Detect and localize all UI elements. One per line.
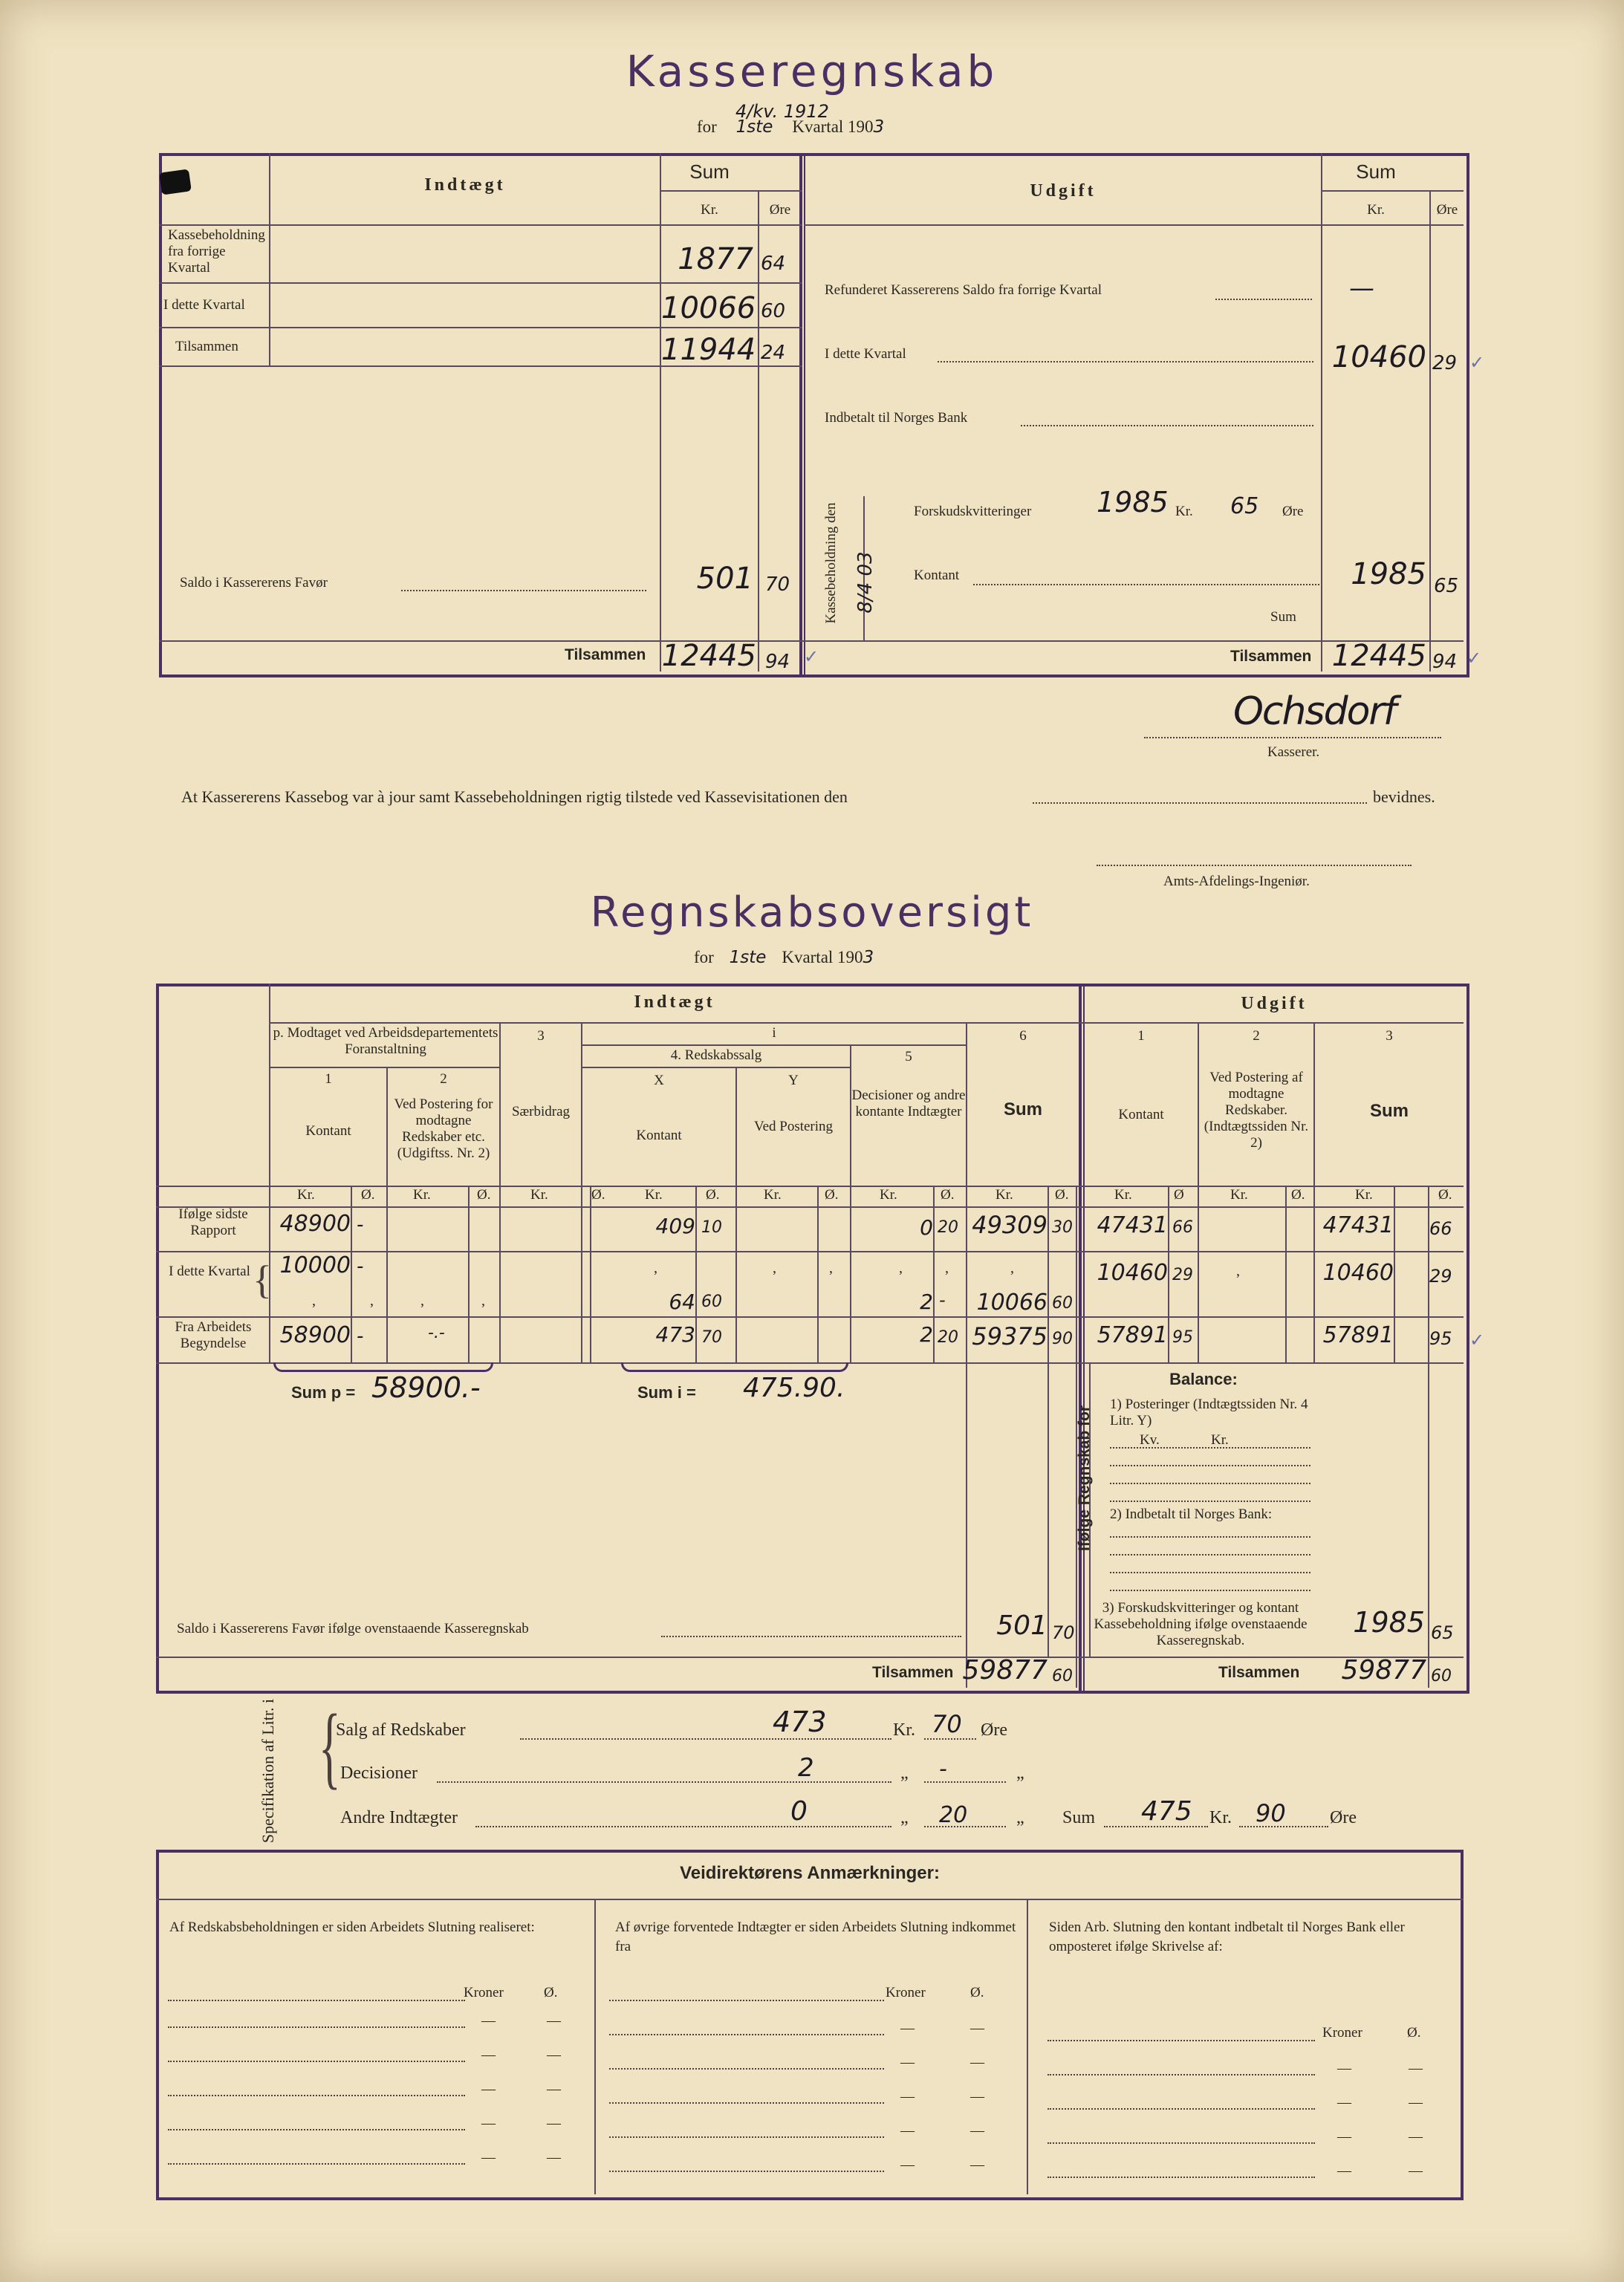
anm-line xyxy=(1048,2108,1315,2110)
oversigt-saldo-label: Saldo i Kassererens Favør ifølge ovenstaaende Kasseregnskab xyxy=(177,1621,529,1636)
kasse-kr-right: Kr. xyxy=(1367,202,1385,218)
r0-u3: 47431 xyxy=(1322,1212,1394,1238)
r2-c1: , xyxy=(312,1293,316,1309)
dash: — xyxy=(970,2123,984,2139)
dash: — xyxy=(547,2081,561,2097)
checkmark: ✓ xyxy=(1469,352,1485,373)
spec-ore-unit-1: „ xyxy=(1016,1763,1024,1783)
r0-c5: 0 xyxy=(920,1215,933,1240)
o-h: Ø xyxy=(1174,1187,1184,1203)
period-mid: Kvartal 190 xyxy=(792,117,874,136)
r1-u3: 10460 xyxy=(1322,1260,1394,1286)
r3-c5: 2 xyxy=(920,1322,933,1347)
kasserer-label: Kasserer. xyxy=(1267,744,1320,760)
spec-label-2: Andre Indtægter xyxy=(340,1808,458,1827)
kr-h: Kr. xyxy=(645,1187,663,1203)
col-num-u2: 2 xyxy=(1253,1028,1260,1044)
kasse-udgift-header: Udgift xyxy=(1030,181,1097,201)
row-label-2: Fra Arbeidets Begyndelse xyxy=(175,1319,252,1351)
kasse-row-label-0: Kassebeholdning fra forrige Kvartal xyxy=(168,227,265,276)
sum-i-value: 475.90. xyxy=(743,1373,845,1403)
r2-c5o: - xyxy=(939,1290,946,1310)
dash: — xyxy=(481,2047,496,2063)
r0-u3o: 66 xyxy=(1429,1218,1452,1239)
spec-sum-ore: 90 xyxy=(1256,1799,1286,1827)
sum-i-label: Sum i = xyxy=(637,1383,696,1402)
r3-u3o: 95 xyxy=(1429,1328,1452,1349)
oversigt-indtaegt: Indtægt xyxy=(634,992,715,1012)
col-num-6: 6 xyxy=(1019,1028,1027,1044)
o-h: Ø. xyxy=(1055,1187,1069,1203)
dash: — xyxy=(1409,2163,1423,2179)
dotted-line xyxy=(1110,1465,1310,1466)
anm-col1-kroner: Kroner xyxy=(464,1985,504,2000)
r1-c1o: - xyxy=(357,1255,364,1278)
o-h: Ø. xyxy=(361,1187,375,1203)
period-prefix: for xyxy=(694,948,714,966)
kasse-kontant-sum-ore: 65 xyxy=(1434,575,1459,597)
kr-h: Kr. xyxy=(413,1187,431,1203)
o-h: Ø. xyxy=(591,1187,605,1203)
o-h: Ø. xyxy=(706,1187,720,1203)
r3-so: 90 xyxy=(1052,1330,1073,1348)
dotted-leader xyxy=(973,584,1319,585)
anm-line xyxy=(168,2163,465,2165)
r0-xo: 10 xyxy=(701,1218,722,1237)
spec-ore-0: 70 xyxy=(932,1710,962,1738)
oversigt-total-right-kr: 59877 xyxy=(1341,1655,1426,1686)
dash: — xyxy=(1409,2095,1423,2110)
kasse-kassebeholdning-date: 8/4 03 xyxy=(854,551,877,614)
r1-c1: 10000 xyxy=(279,1252,351,1278)
balance-kv: Kv. xyxy=(1140,1432,1160,1448)
col-num-3: 3 xyxy=(537,1028,545,1044)
anm-col1: Af Redskabsbeholdningen er siden Arbeidets Slutning realiseret: xyxy=(169,1919,535,1935)
oversigt-title: Regnskabsoversigt xyxy=(590,888,1034,937)
punch-hole xyxy=(159,169,192,195)
kasse-ore-left: Øre xyxy=(769,202,791,218)
kasse-forskud-label: Forskudskvitteringer xyxy=(914,504,1032,519)
spec-line xyxy=(924,1781,1006,1783)
col-num-i: i xyxy=(772,1025,776,1041)
kasse-row-kr-1: 10066 xyxy=(661,291,756,325)
dash: — xyxy=(1337,2061,1351,2076)
spec-vertical: Specifikation af Litr. i xyxy=(259,1698,277,1844)
dash: — xyxy=(1409,2061,1423,2076)
oversigt-saldo-kr: 501 xyxy=(996,1610,1048,1641)
kasse-forskud-ore-unit: Øre xyxy=(1282,504,1304,519)
kasse-sum-header-left: Sum xyxy=(689,160,730,183)
dash: — xyxy=(970,2021,984,2036)
u2-label: Ved Postering af modtagne Redskaber. (Indtægtssiden Nr. 2) xyxy=(1204,1070,1309,1151)
anm-line xyxy=(168,2026,465,2028)
sum-p-value: 58900.- xyxy=(371,1371,481,1404)
o-h: Ø. xyxy=(1438,1187,1452,1203)
checkmark: ✓ xyxy=(804,646,819,667)
oversigt-tilsammen-right: Tilsammen xyxy=(1218,1664,1300,1681)
anm-line xyxy=(609,2068,884,2070)
spec-line xyxy=(1239,1826,1328,1827)
r1-s: , xyxy=(1010,1260,1014,1276)
col-num-2: 2 xyxy=(440,1071,447,1087)
r3-c5o: 20 xyxy=(938,1328,958,1347)
kasse-forskud-ore: 65 xyxy=(1230,493,1259,519)
anm-line xyxy=(168,2061,465,2062)
r1-x: , xyxy=(654,1260,657,1276)
balance-vertical: Ifølge Regnskab for xyxy=(1076,1405,1093,1552)
r3-xo: 70 xyxy=(701,1328,722,1347)
brace-i xyxy=(621,1362,848,1372)
r1-u2: , xyxy=(1236,1263,1240,1279)
c1-label: Kontant xyxy=(305,1123,351,1139)
anm-col3: Siden Arb. Slutning den kontant indbetalt til Norges Bank eller omposteret ifølge Skrivelse af: xyxy=(1049,1919,1405,1954)
r1-c5o: , xyxy=(945,1260,949,1276)
r0-c1: 48900 xyxy=(279,1211,351,1237)
dash: — xyxy=(481,2116,496,2131)
oversigt-total-left-ore: 60 xyxy=(1052,1667,1073,1686)
r3-u1o: 95 xyxy=(1172,1328,1193,1347)
col-num-u3: 3 xyxy=(1386,1028,1393,1044)
r0-u1: 47431 xyxy=(1097,1212,1168,1238)
anm-line xyxy=(609,2171,884,2172)
o-h: Ø. xyxy=(825,1187,839,1203)
kasse-period xyxy=(697,117,884,137)
kasserer-signature: Ochsdorf xyxy=(1233,689,1396,734)
kr-h: Kr. xyxy=(764,1187,782,1203)
col-num-1: 1 xyxy=(325,1071,332,1087)
row-label-0: Ifølge sidste Rapport xyxy=(178,1206,248,1238)
spec-sum-label: Sum xyxy=(1062,1808,1096,1827)
anm-line xyxy=(1048,2142,1315,2144)
r3-x: 473 xyxy=(655,1322,695,1347)
balance-kr: Kr. xyxy=(1211,1432,1229,1448)
dotted-leader xyxy=(938,361,1313,363)
kasse-indtaegt-header: Indtægt xyxy=(424,175,506,195)
oversigt-tilsammen-left: Tilsammen xyxy=(872,1664,954,1681)
kr-h: Kr. xyxy=(1355,1187,1373,1203)
kasse-forskud-kr: 1985 xyxy=(1097,486,1169,519)
r1-u1: 10460 xyxy=(1097,1260,1168,1286)
spec-line xyxy=(437,1781,891,1783)
kasse-kr-left: Kr. xyxy=(701,202,718,218)
ingenior-line xyxy=(1097,865,1412,866)
dash: — xyxy=(547,2047,561,2063)
oversigt-saldo-ore: 70 xyxy=(1052,1622,1075,1643)
kasse-right-kr-1: 10460 xyxy=(1331,340,1426,374)
dotted-line xyxy=(1110,1536,1310,1538)
kasse-saldo-kr: 501 xyxy=(696,562,753,596)
dash: — xyxy=(1337,2129,1351,2145)
oversigt-total-right-ore: 60 xyxy=(1431,1667,1452,1686)
dash: — xyxy=(900,2055,915,2070)
anm-line xyxy=(609,2136,884,2138)
balance-3-ore: 65 xyxy=(1431,1622,1454,1643)
spec-kr-unit-2: „ xyxy=(900,1808,909,1827)
checkmark: ✓ xyxy=(1469,1330,1485,1350)
anm-line xyxy=(609,2034,884,2035)
attest-date-line xyxy=(1033,802,1367,804)
anm-line xyxy=(168,2000,465,2001)
kr-h: Kr. xyxy=(995,1187,1013,1203)
spec-ore-unit-2: „ xyxy=(1016,1808,1024,1827)
r2-so: 60 xyxy=(1052,1294,1073,1313)
period-mid: Kvartal 190 xyxy=(782,948,863,966)
u3-label: Sum xyxy=(1369,1101,1409,1121)
c6-label: Sum xyxy=(1003,1099,1042,1119)
anm-col3-o: Ø. xyxy=(1407,2025,1421,2041)
kasse-title: Kasseregnskab xyxy=(626,46,998,97)
col-num-5: 5 xyxy=(905,1049,912,1064)
dash: — xyxy=(970,2055,984,2070)
kasse-ore-right: Øre xyxy=(1436,202,1458,218)
oversigt-total-left-kr: 59877 xyxy=(962,1655,1048,1686)
spec-ore-1: - xyxy=(939,1756,947,1782)
r2-xo: 60 xyxy=(701,1293,722,1311)
anm-line xyxy=(1048,2040,1315,2041)
spec-brace: { xyxy=(318,1696,341,1798)
r3-u3: 57891 xyxy=(1322,1322,1394,1348)
dotted-leader xyxy=(1021,425,1313,426)
dotted-line xyxy=(1110,1554,1310,1556)
period-hand: 1ste xyxy=(729,948,767,967)
spec-line xyxy=(475,1826,891,1827)
kr-h: Kr. xyxy=(880,1187,897,1203)
dotted-line xyxy=(1110,1590,1310,1591)
dotted-leader xyxy=(661,1636,961,1637)
ingenior-label: Amts-Afdelings-Ingeniør. xyxy=(1163,874,1310,889)
dash: — xyxy=(900,2157,915,2173)
balance-3-kr: 1985 xyxy=(1353,1606,1425,1639)
kasse-forskud-kr-unit: Kr. xyxy=(1175,504,1193,519)
balance-item-1: 1) Posteringer (Indtægtssiden Nr. 4 Litr. Y) xyxy=(1110,1397,1308,1428)
spec-line xyxy=(924,1826,1006,1827)
o-h: Ø. xyxy=(941,1187,955,1203)
kr-h: Kr. xyxy=(530,1187,548,1203)
r1-y2: , xyxy=(829,1260,833,1276)
checkmark: ✓ xyxy=(1467,648,1482,669)
kasse-total-left-kr: 12445 xyxy=(661,639,756,673)
r1-u1o: 29 xyxy=(1172,1266,1193,1284)
anm-line xyxy=(168,2095,465,2096)
period-prefix: for xyxy=(697,117,717,136)
kasse-row-kr-2: 11944 xyxy=(661,333,756,367)
col-num-u1: 1 xyxy=(1137,1028,1145,1044)
kasse-period-hand-above: 4/kv. 1912 xyxy=(735,101,829,122)
r0-u1o: 66 xyxy=(1172,1218,1193,1237)
spec-line xyxy=(924,1738,976,1740)
r1-u3o: 29 xyxy=(1429,1266,1452,1287)
anm-col2-o: Ø. xyxy=(970,1985,984,2000)
dash: — xyxy=(1337,2095,1351,2110)
balance-item-2: 2) Indbetalt til Norges Bank: xyxy=(1110,1506,1273,1522)
row-label-1: I dette Kvartal xyxy=(169,1264,250,1279)
dash: — xyxy=(481,2150,496,2165)
r0-x: 409 xyxy=(655,1214,695,1238)
kr-h: Kr. xyxy=(297,1187,315,1203)
kasse-row-ore-2: 24 xyxy=(761,342,786,364)
signature-line xyxy=(1144,737,1441,738)
kasse-saldo-label: Saldo i Kassererens Favør xyxy=(180,575,328,591)
r3-c1o: - xyxy=(357,1325,364,1348)
dash: — xyxy=(547,2116,561,2131)
kasse-row-label-2: Tilsammen xyxy=(175,339,238,354)
c2-label: Ved Postering for modtagne Redskaber etc. (Udgiftss. Nr. 2) xyxy=(394,1096,493,1161)
kr-h: Kr. xyxy=(1230,1187,1248,1203)
dash: — xyxy=(547,2150,561,2165)
dash: — xyxy=(900,2021,915,2036)
r1-y: , xyxy=(773,1260,776,1276)
balance-item-3: 3) Forskudskvitteringer og kontant Kassebeholdning ifølge ovenstaaende Kasseregnskab. xyxy=(1094,1600,1308,1648)
dash: — xyxy=(1409,2129,1423,2145)
kasse-right-label-0: Refunderet Kassererens Saldo fra forrige Kvartal xyxy=(825,282,1102,298)
dash: — xyxy=(481,2081,496,2097)
anm-col2: Af øvrige forventede Indtægter er siden Arbeidets Slutning indkommet fra xyxy=(615,1919,1016,1954)
oversigt-p-header: p. Modtaget ved Arbeidsdepartementets Foranstaltning xyxy=(273,1025,498,1057)
r2-c2: , xyxy=(420,1293,424,1309)
dash: — xyxy=(970,2089,984,2104)
kasse-total-left-ore: 94 xyxy=(765,651,790,673)
anm-col3-kroner: Kroner xyxy=(1322,2025,1362,2041)
kasse-right-kr-0: — xyxy=(1349,273,1374,303)
anm-line xyxy=(1048,2074,1315,2075)
y-sub: Ved Postering xyxy=(753,1119,834,1134)
kasse-tilsammen-left: Tilsammen xyxy=(565,646,646,663)
kr-h: Kr. xyxy=(1114,1187,1132,1203)
r3-c1: 58900 xyxy=(279,1322,351,1348)
r0-c5o: 20 xyxy=(938,1218,958,1237)
anm-title: Veidirektørens Anmærkninger: xyxy=(680,1863,940,1883)
period-hand: 1ste xyxy=(735,117,773,137)
anm-col1-o: Ø. xyxy=(544,1985,558,2000)
r3-s: 59375 xyxy=(972,1322,1048,1350)
period-year: 3 xyxy=(863,948,874,967)
dash: — xyxy=(1337,2163,1351,2179)
kasse-row-label-1: I dette Kvartal xyxy=(163,297,245,313)
kasse-total-right-kr: 12445 xyxy=(1331,639,1426,673)
anm-col2-kroner: Kroner xyxy=(886,1985,926,2000)
kasse-sum-label: Sum xyxy=(1270,609,1296,625)
r3-u1: 57891 xyxy=(1097,1322,1168,1348)
col-redskabssalg: 4. Redskabssalg xyxy=(670,1047,762,1063)
r2-c1o: , xyxy=(370,1293,374,1309)
o-h: Ø. xyxy=(477,1187,491,1203)
dotted-leader xyxy=(1215,299,1312,300)
kasse-kassebeholdning-label: Kassebeholdning den xyxy=(823,502,839,624)
r0-c1o: - xyxy=(357,1214,364,1236)
kasse-saldo-ore: 70 xyxy=(765,573,790,596)
oversigt-udgift: Udgift xyxy=(1241,994,1308,1013)
r1-c5: , xyxy=(899,1260,903,1276)
bevidnes: bevidnes. xyxy=(1373,787,1435,806)
spec-line xyxy=(520,1738,891,1740)
o-h: Ø. xyxy=(1291,1187,1305,1203)
spec-kr-unit-1: „ xyxy=(900,1763,909,1783)
kasse-kontant-label: Kontant xyxy=(914,568,960,583)
anm-line xyxy=(609,2000,884,2001)
spec-kr-unit-0: Kr. xyxy=(893,1720,915,1740)
anm-line xyxy=(609,2102,884,2104)
kasse-table xyxy=(159,153,1469,677)
spec-kr-0: 473 xyxy=(773,1706,827,1738)
dash: — xyxy=(970,2157,984,2173)
anm-line xyxy=(1048,2177,1315,2178)
kasse-sum-header-right: Sum xyxy=(1356,160,1396,183)
spec-kr-2: 0 xyxy=(790,1796,808,1827)
kasse-total-right-ore: 94 xyxy=(1432,651,1458,673)
r2-c2o: , xyxy=(481,1293,485,1309)
balance-title: Balance: xyxy=(1169,1370,1238,1388)
spec-label-0: Salg af Redskaber xyxy=(336,1720,466,1740)
x-sub: Kontant xyxy=(636,1128,682,1143)
kasse-kontant-sum-kr: 1985 xyxy=(1351,557,1426,591)
c5-label: Decisioner og andre kontante Indtægter xyxy=(851,1088,966,1119)
dotted-line xyxy=(1110,1447,1310,1449)
sum-p-label: Sum p = xyxy=(291,1383,356,1402)
period-year: 3 xyxy=(873,117,885,137)
x-label: X xyxy=(654,1073,664,1088)
spec-label-1: Decisioner xyxy=(340,1763,418,1783)
spec-ore-2: 20 xyxy=(939,1802,968,1828)
kasse-tilsammen-right: Tilsammen xyxy=(1230,648,1312,665)
r0-so: 30 xyxy=(1052,1218,1073,1237)
dash: — xyxy=(481,2013,496,2029)
kasse-right-label-1: I dette Kvartal xyxy=(825,346,906,362)
brace: { xyxy=(253,1258,272,1302)
attest-text: At Kassererens Kassebog var à jour samt Kassebeholdningen rigtig tilstede ved Kassevisitationen den xyxy=(181,787,848,806)
r3-c2: -.- xyxy=(428,1324,445,1342)
r0-s: 49309 xyxy=(972,1211,1048,1239)
dotted-line xyxy=(1110,1501,1310,1502)
spec-sum-kr: 475 xyxy=(1141,1796,1192,1827)
dotted-line xyxy=(1110,1483,1310,1484)
r2-x: 64 xyxy=(669,1290,695,1314)
spec-ore-unit-0: Øre xyxy=(981,1720,1007,1740)
dash: — xyxy=(900,2123,915,2139)
oversigt-period xyxy=(694,948,874,967)
dotted-leader xyxy=(401,590,646,591)
spec-sum-kr-unit: Kr. xyxy=(1209,1808,1232,1827)
dash: — xyxy=(900,2089,915,2104)
y-label: Y xyxy=(788,1073,799,1088)
spec-sum-ore-unit: Øre xyxy=(1330,1808,1357,1827)
r2-c5: 2 xyxy=(920,1290,933,1314)
u1-label: Kontant xyxy=(1118,1107,1164,1122)
dotted-line xyxy=(1110,1572,1310,1573)
kasse-right-label-2: Indbetalt til Norges Bank xyxy=(825,410,968,426)
kasse-row-kr-0: 1877 xyxy=(678,242,753,276)
c3-label: Særbidrag xyxy=(511,1104,571,1119)
spec-kr-1: 2 xyxy=(798,1753,814,1783)
dash: — xyxy=(547,2013,561,2029)
anm-box xyxy=(156,1850,1464,2200)
r2-s: 10066 xyxy=(976,1290,1048,1316)
kasse-right-ore-1: 29 xyxy=(1432,352,1458,374)
kasse-row-ore-0: 64 xyxy=(761,253,786,275)
kasse-row-ore-1: 60 xyxy=(761,300,786,322)
anm-line xyxy=(168,2129,465,2130)
